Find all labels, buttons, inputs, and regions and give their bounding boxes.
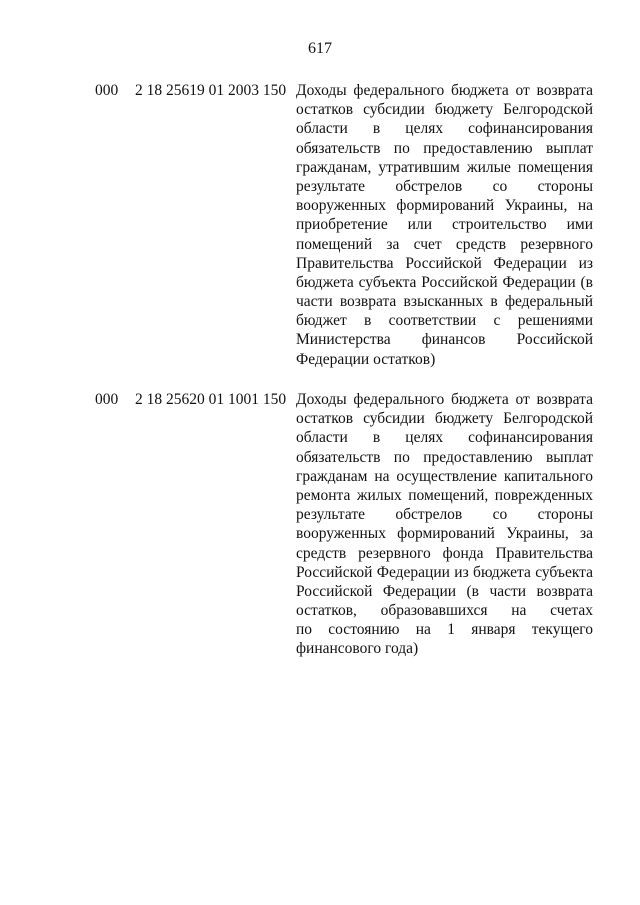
- income-description: [296, 81, 593, 369]
- description-line: вооруженных формирований Украины, за: [296, 525, 593, 543]
- description-line: гражданам, утратившим жилые помещения: [296, 158, 593, 176]
- admin-code: 000: [95, 391, 119, 408]
- description-line: остатков субсидии бюджету Белгородской: [296, 410, 593, 428]
- income-classification-code: 2 18 25619 01 2003 150: [135, 82, 287, 99]
- description-line: вооруженных формирований Украины, на: [296, 197, 593, 215]
- description-line: Доходы федерального бюджета от возврата: [296, 391, 593, 408]
- description-line: части возврата взысканных в федеральный: [296, 293, 593, 311]
- description-line: области в целях софинансирования: [296, 120, 593, 138]
- description-line: приобретение или строительство ими: [296, 216, 593, 234]
- description-line: Доходы федерального бюджета от возврата: [296, 82, 593, 99]
- income-classification-code: 2 18 25620 01 1001 150: [135, 391, 287, 408]
- description-line: Министерства финансов Российской: [296, 331, 593, 349]
- description-line: результате обстрелов со стороны: [296, 177, 593, 195]
- description-line: ремонта жилых помещений, поврежденных: [296, 486, 593, 504]
- description-line: остатков, образовавшихся на счетах: [296, 602, 593, 620]
- description-line: области в целях софинансирования: [296, 429, 593, 447]
- description-line: Российской Федерации из бюджета субъекта: [296, 563, 593, 581]
- description-line: результате обстрелов со стороны: [296, 506, 593, 524]
- description-line: финансового года): [296, 640, 419, 658]
- description-line: помещений за счет средств резервного: [296, 235, 593, 253]
- description-line: бюджета субъекта Российской Федерации (в: [296, 273, 593, 291]
- description-line: обязательств по предоставлению выплат: [296, 448, 593, 466]
- description-line: остатков субсидии бюджету Белгородской: [296, 101, 593, 119]
- description-line: обязательств по предоставлению выплат: [296, 139, 593, 157]
- admin-code: 000: [95, 82, 119, 99]
- description-line: Российской Федерации (в части возврата: [296, 582, 593, 600]
- income-description: [296, 390, 593, 659]
- page-number: 617: [308, 40, 332, 57]
- description-line: Федерации остатков): [296, 350, 436, 368]
- description-line: по состоянию на 1 января текущего: [296, 621, 593, 639]
- description-line: Правительства Российской Федерации из: [296, 254, 593, 272]
- description-line: гражданам на осуществление капитального: [296, 467, 593, 485]
- description-line: средств резервного фонда Правительства: [296, 544, 593, 562]
- description-line: бюджет в соответствии с решениями: [296, 312, 593, 330]
